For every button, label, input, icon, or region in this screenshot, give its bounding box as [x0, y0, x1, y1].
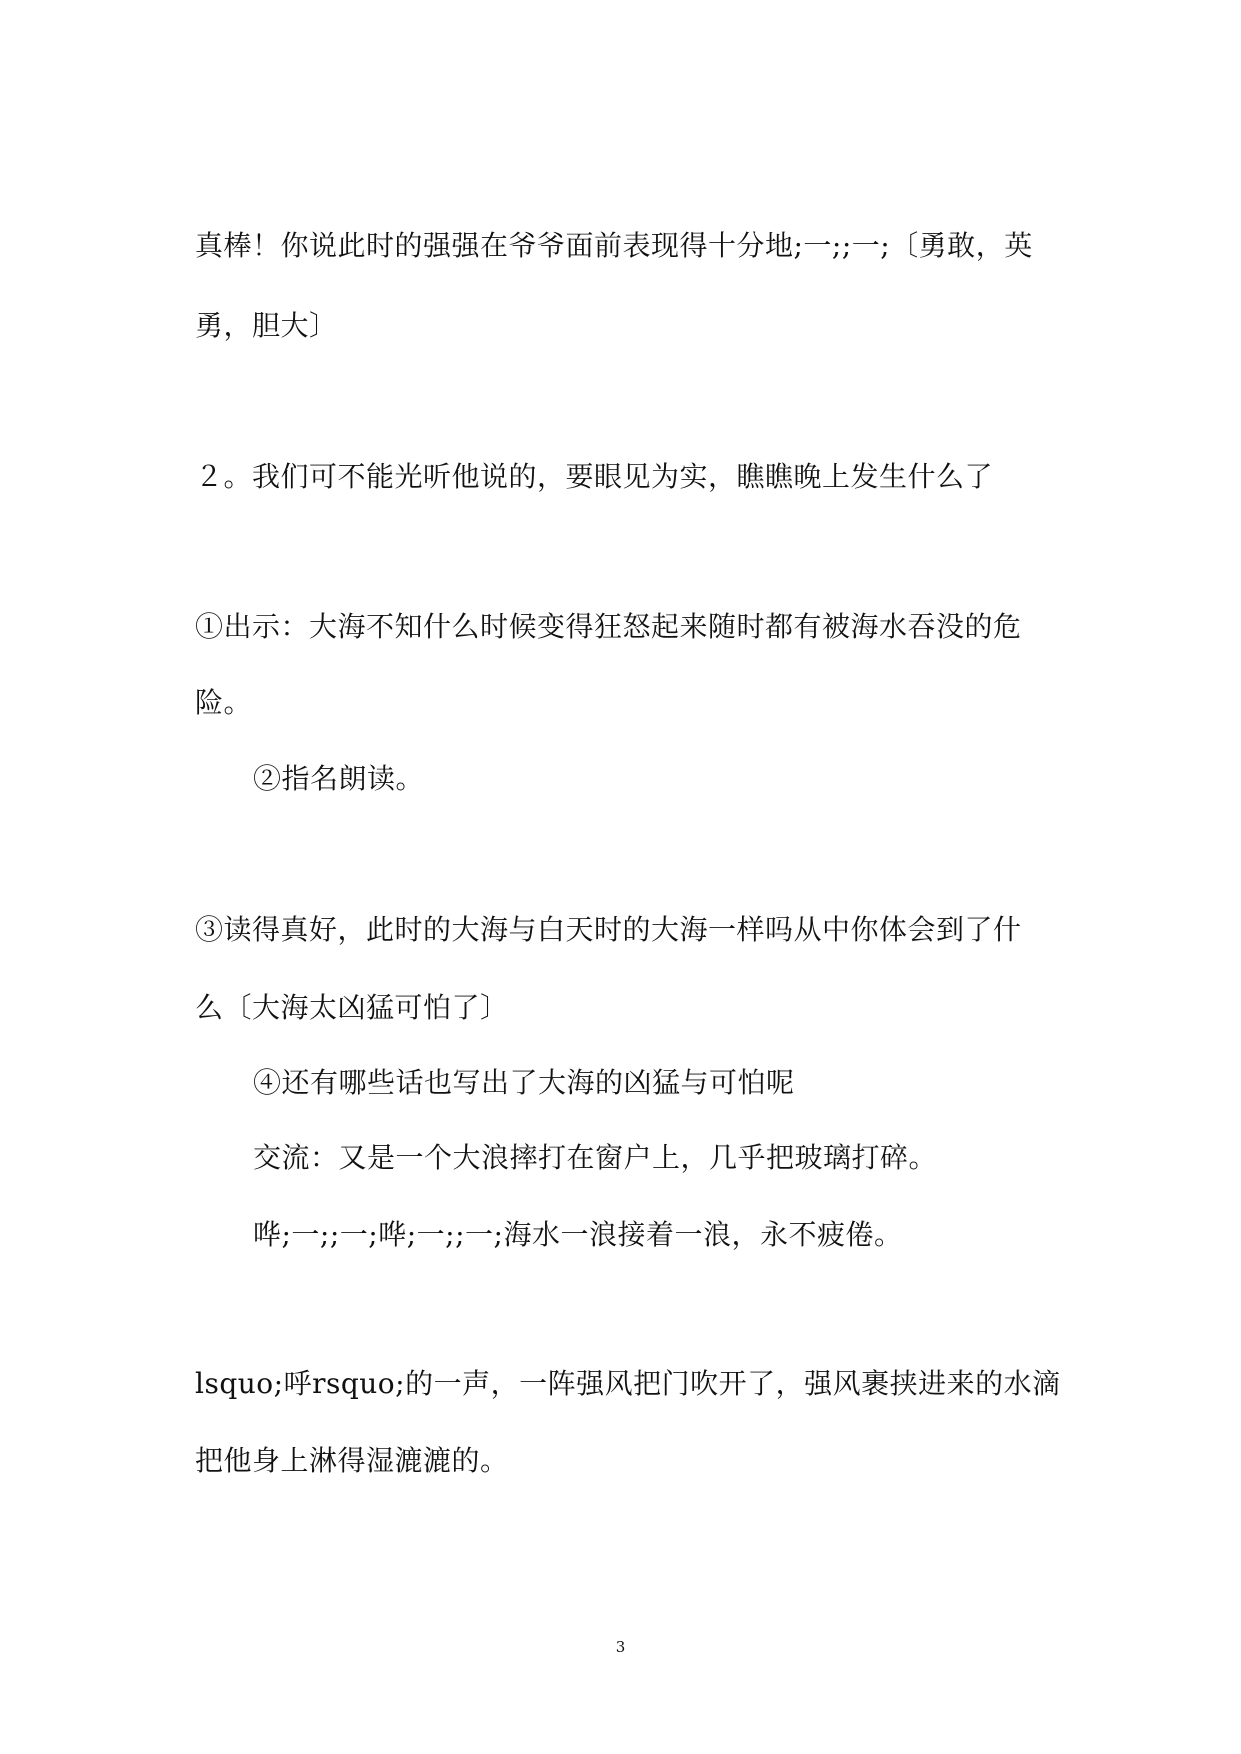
text-line: ②指名朗读。	[253, 762, 425, 795]
text-line: 哗;一;;一;哗;一;;一;海水一浪接着一浪，永不疲倦。	[253, 1218, 903, 1251]
text-line: ③读得真好，此时的大海与白天时的大海一样吗从中你体会到了什	[195, 913, 1022, 946]
text-line: ①出示：大海不知什么时候变得狂怒起来随时都有被海水吞没的危	[195, 610, 1022, 643]
text-line: 么〔大海太凶猛可怕了〕	[195, 991, 509, 1024]
text-line: ④还有哪些话也写出了大海的凶猛与可怕呢	[253, 1066, 795, 1099]
text-line: 交流：又是一个大浪摔打在窗户上，几乎把玻璃打碎。	[253, 1141, 938, 1174]
text-line: lsquo;呼rsquo;的一声，一阵强风把门吹开了，强风裹挟进来的水滴	[195, 1367, 1061, 1400]
page-number: 3	[615, 1638, 626, 1656]
text-line: 把他身上淋得湿漉漉的。	[195, 1444, 509, 1477]
text-line: ２。我们可不能光听他说的，要眼见为实，瞧瞧晚上发生什么了	[195, 460, 994, 493]
text-line: 真棒！你说此时的强强在爷爷面前表现得十分地;一;;一;〔勇敢，英	[195, 229, 1033, 262]
text-line: 勇，胆大〕	[195, 309, 338, 342]
text-line: 险。	[195, 686, 253, 719]
